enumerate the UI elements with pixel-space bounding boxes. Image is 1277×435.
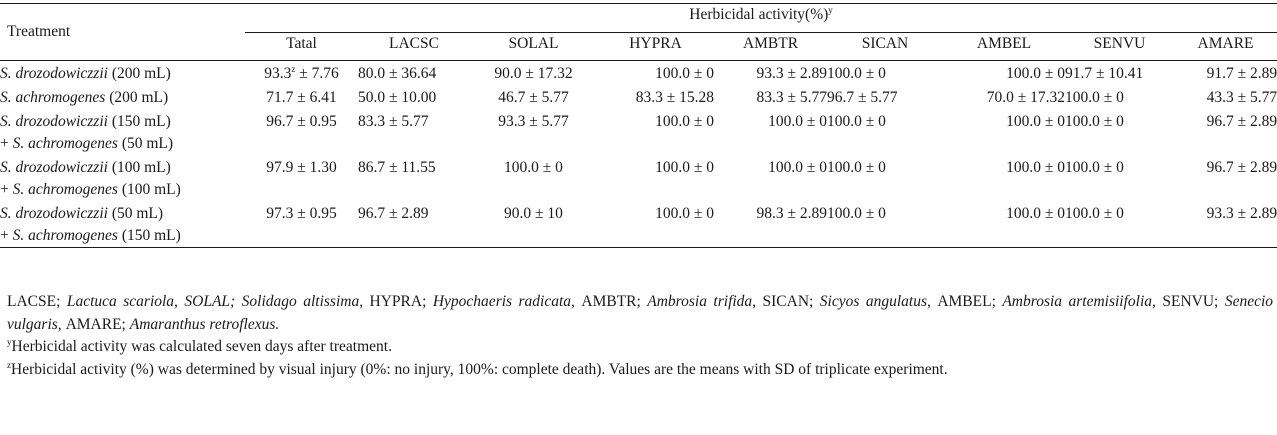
species-name: S. drozodowiczzii <box>0 159 108 176</box>
table-row <box>0 155 1277 201</box>
table-row <box>0 109 1277 155</box>
value-cell: 100.0 ± 0 <box>1065 89 1124 106</box>
species-name: S. drozodowiczzii <box>0 113 108 130</box>
value-cell: 71.7 ± 6.41 <box>266 89 337 106</box>
value-cell: 46.7 ± 5.77 <box>498 89 569 106</box>
herbicidal-activity-table <box>0 3 1277 248</box>
value-cell: 83.3 ± 5.77 <box>358 113 429 130</box>
abbrev-name: Hypochaeris radicata, <box>432 293 582 310</box>
value-cell: 96.7 ± 2.89 <box>358 201 470 248</box>
abbrev-code: HYPRA; <box>369 293 433 310</box>
value-cell: 100.0 ± 0 <box>597 201 714 248</box>
value-cell: 96.7 ± 2.89 <box>1206 113 1277 130</box>
abbrev-name: Senecio vulgaris, <box>7 293 1274 333</box>
treatment-line: S. drozodowiczzii (150 mL) <box>0 113 171 130</box>
treatment-cell <box>0 61 245 86</box>
value-cell: 100.0 ± 0 <box>655 159 714 176</box>
value-cell: 80.0 ± 36.64 <box>358 65 437 82</box>
value-cell: 91.7 ± 10.41 <box>1065 65 1144 82</box>
value-cell: 91.7 ± 2.89 <box>1206 65 1277 82</box>
column-header-tatal: Tatal <box>245 33 358 61</box>
value-cell: 50.0 ± 10.00 <box>358 89 437 106</box>
value-cell: 100.0 ± 0 <box>943 201 1065 248</box>
herbicidal-activity-header: Herbicidal activity(%)$^y$ <box>689 5 833 23</box>
abbrev-name: Lactuca scariola, <box>66 293 185 310</box>
value-cell: 93.3 ± 2.89 <box>756 65 827 82</box>
value-cell: $93.3^z \pm 7.76$ <box>264 64 339 82</box>
value-cell: 97.3 ± 0.95 <box>245 201 358 248</box>
species-name: S. achromogenes <box>12 181 118 198</box>
treatment-cell <box>0 201 245 248</box>
abbrev-code: SENVU; <box>1162 293 1225 310</box>
column-header-sican: SICAN <box>827 33 943 61</box>
value-cell: 100.0 ± 0 <box>827 201 943 248</box>
footnote-z: $^z$Herbicidal activity (%) was determined by visual injury (0%: no injury, 100%: complete death). Values are the means with SD of triplicate experiment. <box>7 359 948 378</box>
value-cell: 100.0 ± 0 <box>768 159 827 176</box>
abbrev-code: LACSE; <box>7 293 67 310</box>
abbrev-name: Ambrosia artemisiifolia, <box>1002 293 1163 310</box>
value-cell: 96.7 ± 2.89 <box>1206 159 1277 176</box>
species-name: S. drozodowiczzii <box>0 205 108 222</box>
value-cell: 100.0 ± 0 <box>827 159 886 176</box>
value-cell: 96.7 ± 0.95 <box>266 113 337 130</box>
column-header-ambtr: AMBTR <box>714 33 827 61</box>
value-cell: 97.9 ± 1.30 <box>266 159 337 176</box>
value-cell: 93.3 ± 2.89 <box>1174 201 1277 248</box>
column-header-solal: SOLAL <box>470 33 597 61</box>
value-cell: 100.0 ± 0 <box>1006 159 1065 176</box>
species-name: S. achromogenes <box>12 227 118 244</box>
table-row <box>0 85 1277 109</box>
species-name: S. drozodowiczzii <box>0 65 108 82</box>
column-header-amare: AMARE <box>1174 33 1277 61</box>
value-cell: 70.0 ± 17.32 <box>986 89 1065 106</box>
value-cell: 100.0 ± 0 <box>1006 65 1065 82</box>
value-cell: 100.0 ± 0 <box>1065 201 1174 248</box>
column-header-ambel: AMBEL <box>943 33 1065 61</box>
abbrev-code: SICAN; <box>762 293 820 310</box>
value-cell: 100.0 ± 0 <box>1006 113 1065 130</box>
value-cell: 83.3 ± 5.77 <box>756 89 827 106</box>
table-row <box>0 61 1277 86</box>
treatment-line: S. drozodowiczzii (100 mL) <box>0 159 171 176</box>
value-cell: 100.0 ± 0 <box>827 65 886 82</box>
value-cell: 100.0 ± 0 <box>655 65 714 82</box>
value-cell: 90.0 ± 10 <box>470 201 597 248</box>
treatment-line: S. achromogenes (200 mL) <box>0 89 169 106</box>
table-body <box>0 61 1277 248</box>
value-cell: 100.0 ± 0 <box>827 113 886 130</box>
value-cell: 98.3 ± 2.89 <box>714 201 827 248</box>
column-header-hypra: HYPRA <box>597 33 714 61</box>
value-cell: 90.0 ± 17.32 <box>494 65 573 82</box>
abbrev-code: AMBTR; <box>581 293 648 310</box>
treatment-line: S. drozodowiczzii (50 mL) <box>0 205 164 222</box>
value-cell: 100.0 ± 0 <box>768 113 827 130</box>
column-header-senvu: SENVU <box>1065 33 1174 61</box>
column-header-lacsc: LACSC <box>358 33 470 61</box>
treatment-line: + S. achromogenes (50 mL) <box>0 135 174 152</box>
value-cell: 93.3 ± 5.77 <box>498 113 569 130</box>
abbrev-code: AMARE; <box>65 315 130 333</box>
treatment-cell <box>0 155 245 201</box>
value-cell: 100.0 ± 0 <box>1065 159 1124 176</box>
value-cell: 100.0 ± 0 <box>1065 113 1124 130</box>
abbrev-name: SOLAL; Solidago altissima, <box>184 293 370 310</box>
table-footnotes <box>7 291 1273 381</box>
species-name: S. achromogenes <box>0 89 106 106</box>
table-row <box>0 201 1277 248</box>
treatment-line: + S. achromogenes (150 mL) <box>0 227 181 244</box>
treatment-cell <box>0 109 245 155</box>
species-name: S. achromogenes <box>12 135 118 152</box>
treatment-cell <box>0 85 245 109</box>
value-cell: 96.7 ± 5.77 <box>827 89 898 106</box>
treatment-header: Treatment <box>0 4 245 61</box>
value-cell: 100.0 ± 0 <box>655 113 714 130</box>
header-row-group <box>0 4 1277 33</box>
abbreviation-note <box>7 291 1273 336</box>
treatment-line: S. drozodowiczzii (200 mL) <box>0 65 171 82</box>
abbrev-code: AMBEL; <box>937 293 1003 310</box>
footnote-mark: z <box>291 64 296 74</box>
footnote-y: $^y$Herbicidal activity was calculated seven days after treatment. <box>7 337 392 355</box>
abbrev-name: Ambrosia trifida, <box>647 293 763 310</box>
abbrev-name: Sicyos angulatus, <box>819 293 938 310</box>
value-cell: 86.7 ± 11.55 <box>358 159 436 176</box>
value-cell: 100.0 ± 0 <box>504 159 563 176</box>
treatment-line: + S. achromogenes (100 mL) <box>0 181 181 198</box>
value-cell: 43.3 ± 5.77 <box>1206 89 1277 106</box>
abbrev-name: Amaranthus retroflexus. <box>129 315 280 333</box>
value-cell: 83.3 ± 15.28 <box>635 89 714 106</box>
